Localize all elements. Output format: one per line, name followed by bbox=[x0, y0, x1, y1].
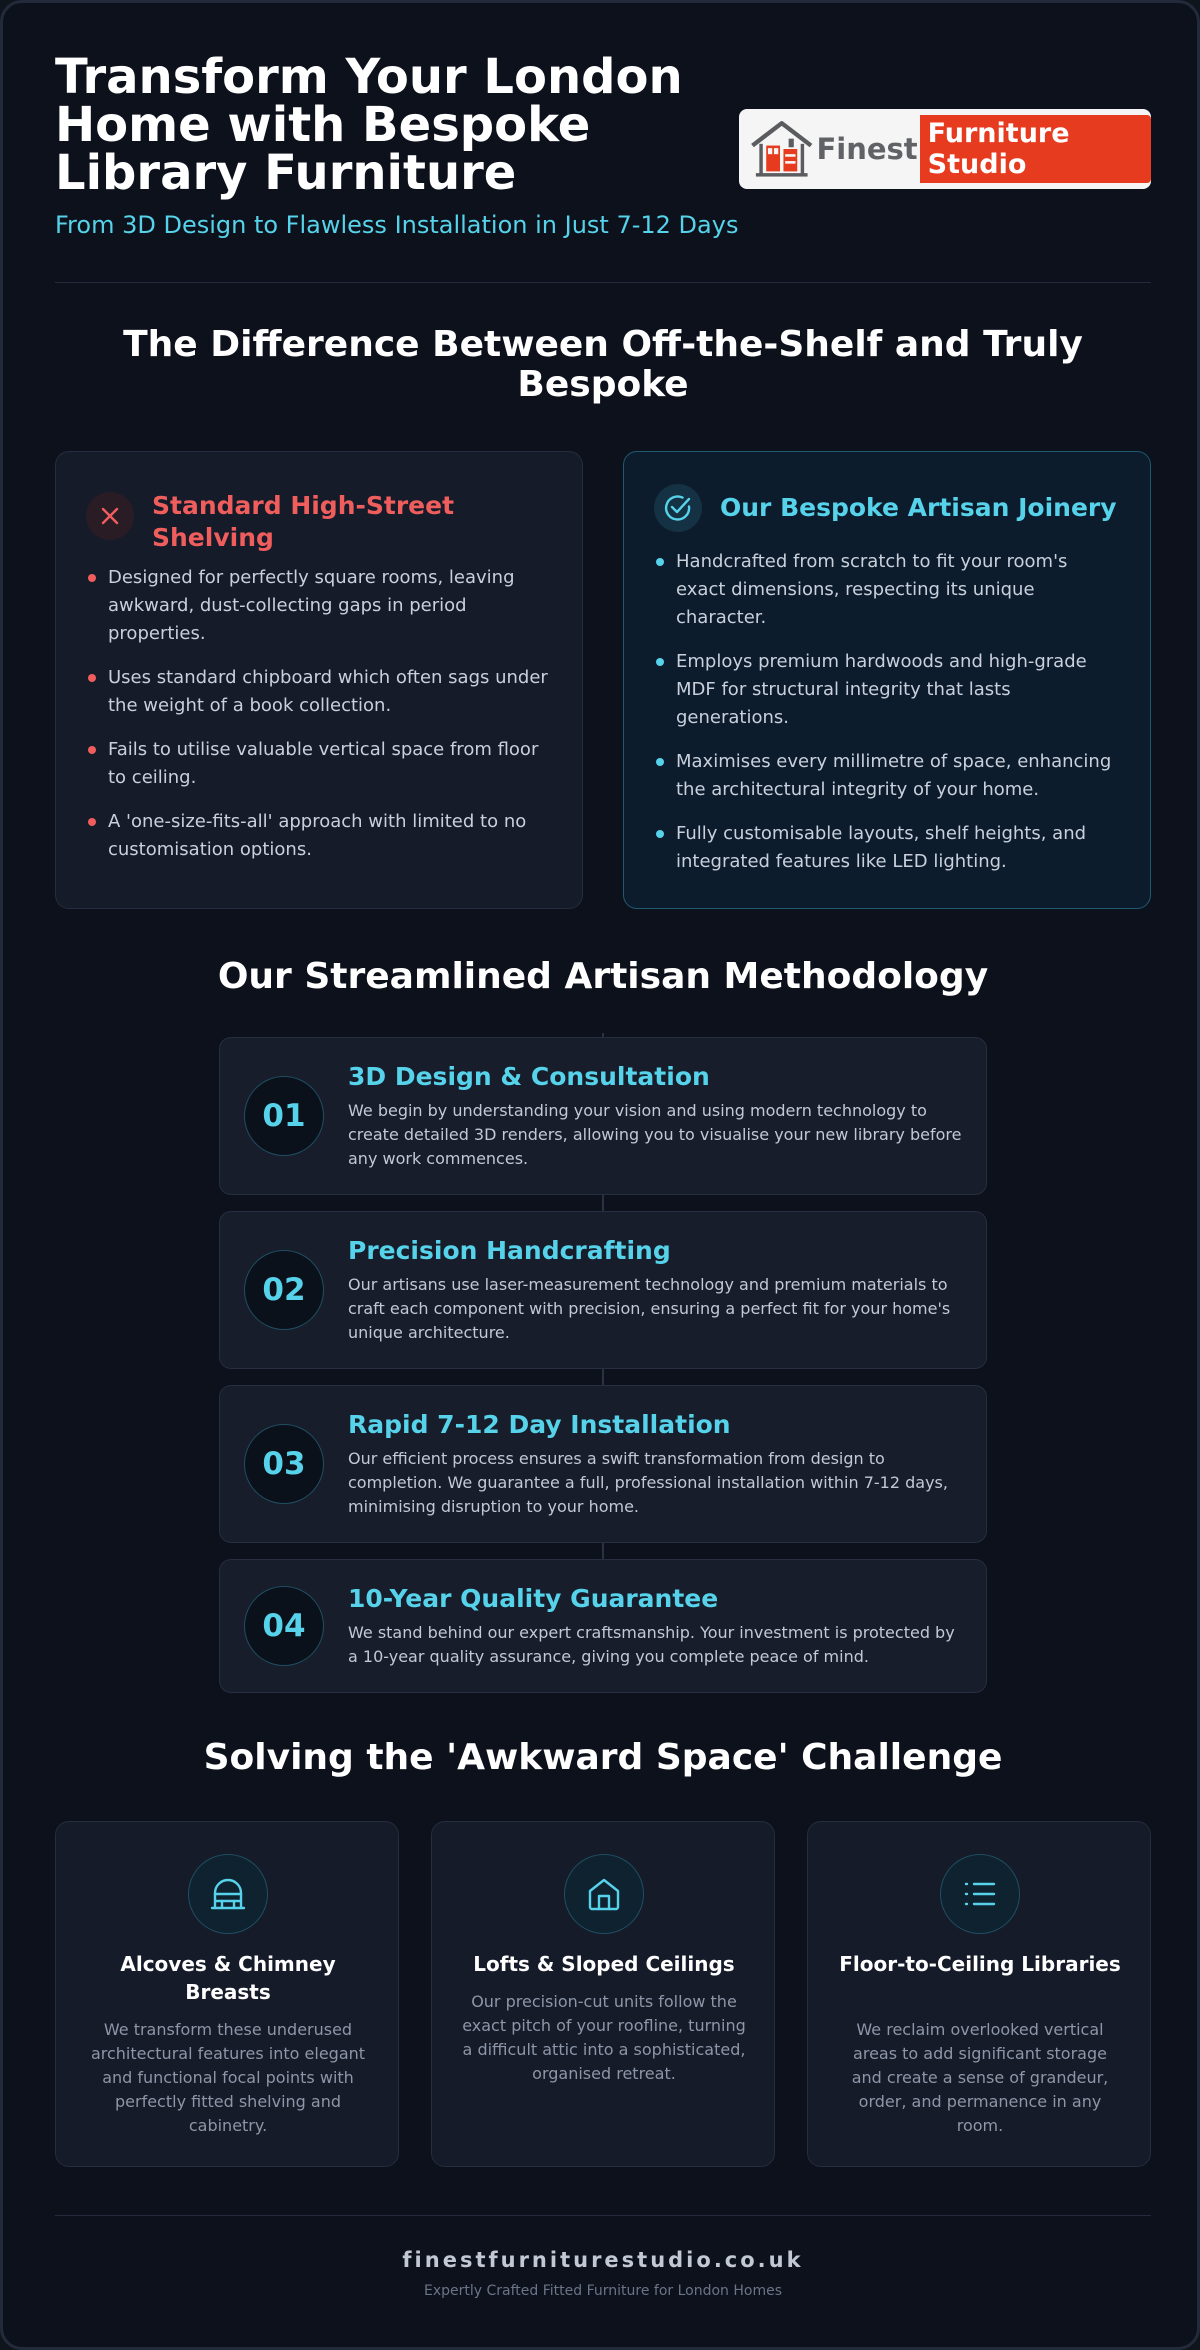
bespoke-joinery-card bbox=[623, 451, 1151, 909]
step-title: 10-Year Quality Guarantee bbox=[348, 1584, 719, 1613]
step-description: Our artisans use laser-measurement technology and premium materials to craft each component with precision, ensuring a perfect fit for your home's unique architecture. bbox=[348, 1275, 951, 1342]
methodology-title: Our Streamlined Artisan Methodology bbox=[217, 956, 989, 997]
step-title: Rapid 7-12 Day Installation bbox=[348, 1410, 731, 1439]
footer-website-link[interactable]: finestfurniturestudio.co.uk bbox=[402, 2248, 804, 2272]
list-item: Employs premium hardwoods and high-grade MDF for structural integrity that lasts generations. bbox=[654, 648, 1122, 732]
standard-shelving-card bbox=[55, 451, 583, 909]
house-logo-icon bbox=[749, 115, 814, 183]
logo-text-finest: Finest bbox=[816, 132, 918, 166]
brand-logo[interactable] bbox=[739, 109, 1151, 189]
step-title: 3D Design & Consultation bbox=[348, 1062, 710, 1091]
space-card-lofts bbox=[431, 1821, 775, 2167]
space-description: We reclaim overlooked vertical areas to add significant storage and create a sense of grandeur, order, and permanence in any room. bbox=[851, 2020, 1109, 2135]
space-card-alcoves bbox=[55, 1821, 399, 2167]
header bbox=[55, 49, 1151, 239]
footer-divider bbox=[55, 2215, 1151, 2216]
check-circle-icon bbox=[654, 484, 702, 532]
list-item: Handcrafted from scratch to fit your room's exact dimensions, respecting its unique character. bbox=[654, 548, 1122, 632]
house-icon bbox=[564, 1854, 644, 1934]
fireplace-icon bbox=[188, 1854, 268, 1934]
step-number: 03 bbox=[244, 1424, 324, 1504]
space-description: Our precision-cut units follow the exact pitch of your roofline, turning a difficult attic into a sophisticated, organised retreat. bbox=[462, 1992, 746, 2083]
step-card bbox=[219, 1559, 987, 1693]
step-card bbox=[219, 1385, 987, 1543]
list-item: Fails to utilise valuable vertical space from floor to ceiling. bbox=[86, 736, 554, 792]
space-title: Floor-to-Ceiling Libraries bbox=[839, 1952, 1121, 1976]
space-title: Alcoves & Chimney Breasts bbox=[120, 1952, 336, 2004]
space-card-libraries bbox=[807, 1821, 1151, 2167]
spaces-title: Solving the 'Awkward Space' Challenge bbox=[203, 1737, 1003, 1778]
step-description: We begin by understanding your vision and using modern technology to create detailed 3D renders, allowing you to visualise your new library before any work commences. bbox=[348, 1101, 962, 1168]
step-number: 01 bbox=[244, 1076, 324, 1156]
step-number: 04 bbox=[244, 1586, 324, 1666]
list-item: Maximises every millimetre of space, enhancing the architectural integrity of your home. bbox=[654, 748, 1122, 804]
list-icon bbox=[940, 1854, 1020, 1934]
comparison-title: The Difference Between Off-the-Shelf and Truly Bespoke bbox=[123, 324, 1083, 405]
list-item: A 'one-size-fits-all' approach with limited to no customisation options. bbox=[86, 808, 554, 864]
bespoke-list bbox=[654, 548, 1122, 892]
step-description: We stand behind our expert craftsmanship. Your investment is protected by a 10-year quality assurance, giving you complete peace of mind. bbox=[348, 1623, 955, 1666]
page-subtitle: From 3D Design to Flawless Installation in Just 7-12 Days bbox=[55, 211, 739, 239]
step-description: Our efficient process ensures a swift transformation from design to completion. We guarantee a full, professional installation within 7-12 days, minimising disruption to your home. bbox=[348, 1449, 948, 1516]
step-title: Precision Handcrafting bbox=[348, 1236, 671, 1265]
header-divider bbox=[55, 282, 1151, 283]
standard-list bbox=[86, 564, 554, 880]
step-card bbox=[219, 1037, 987, 1195]
step-number: 02 bbox=[244, 1250, 324, 1330]
step-card bbox=[219, 1211, 987, 1369]
space-description: We transform these underused architectural features into elegant and functional focal points with perfectly fitted shelving and cabinetry. bbox=[90, 2020, 366, 2135]
bespoke-card-title: Our Bespoke Artisan Joinery bbox=[720, 493, 1117, 522]
footer-tagline: Expertly Crafted Fitted Furniture for London Homes bbox=[424, 2283, 782, 2299]
list-item: Uses standard chipboard which often sags under the weight of a book collection. bbox=[86, 664, 554, 720]
list-item: Fully customisable layouts, shelf heights, and integrated features like LED lighting. bbox=[654, 820, 1122, 876]
logo-text-studio: Furniture Studio bbox=[920, 115, 1151, 183]
list-item: Designed for perfectly square rooms, leaving awkward, dust-collecting gaps in period properties. bbox=[86, 564, 554, 648]
page-title: Transform Your London Home with Bespoke Library Furniture bbox=[55, 49, 683, 201]
x-icon bbox=[86, 492, 134, 540]
space-title: Lofts & Sloped Ceilings bbox=[473, 1952, 735, 1976]
standard-card-title: Standard High-Street Shelving bbox=[152, 491, 455, 552]
